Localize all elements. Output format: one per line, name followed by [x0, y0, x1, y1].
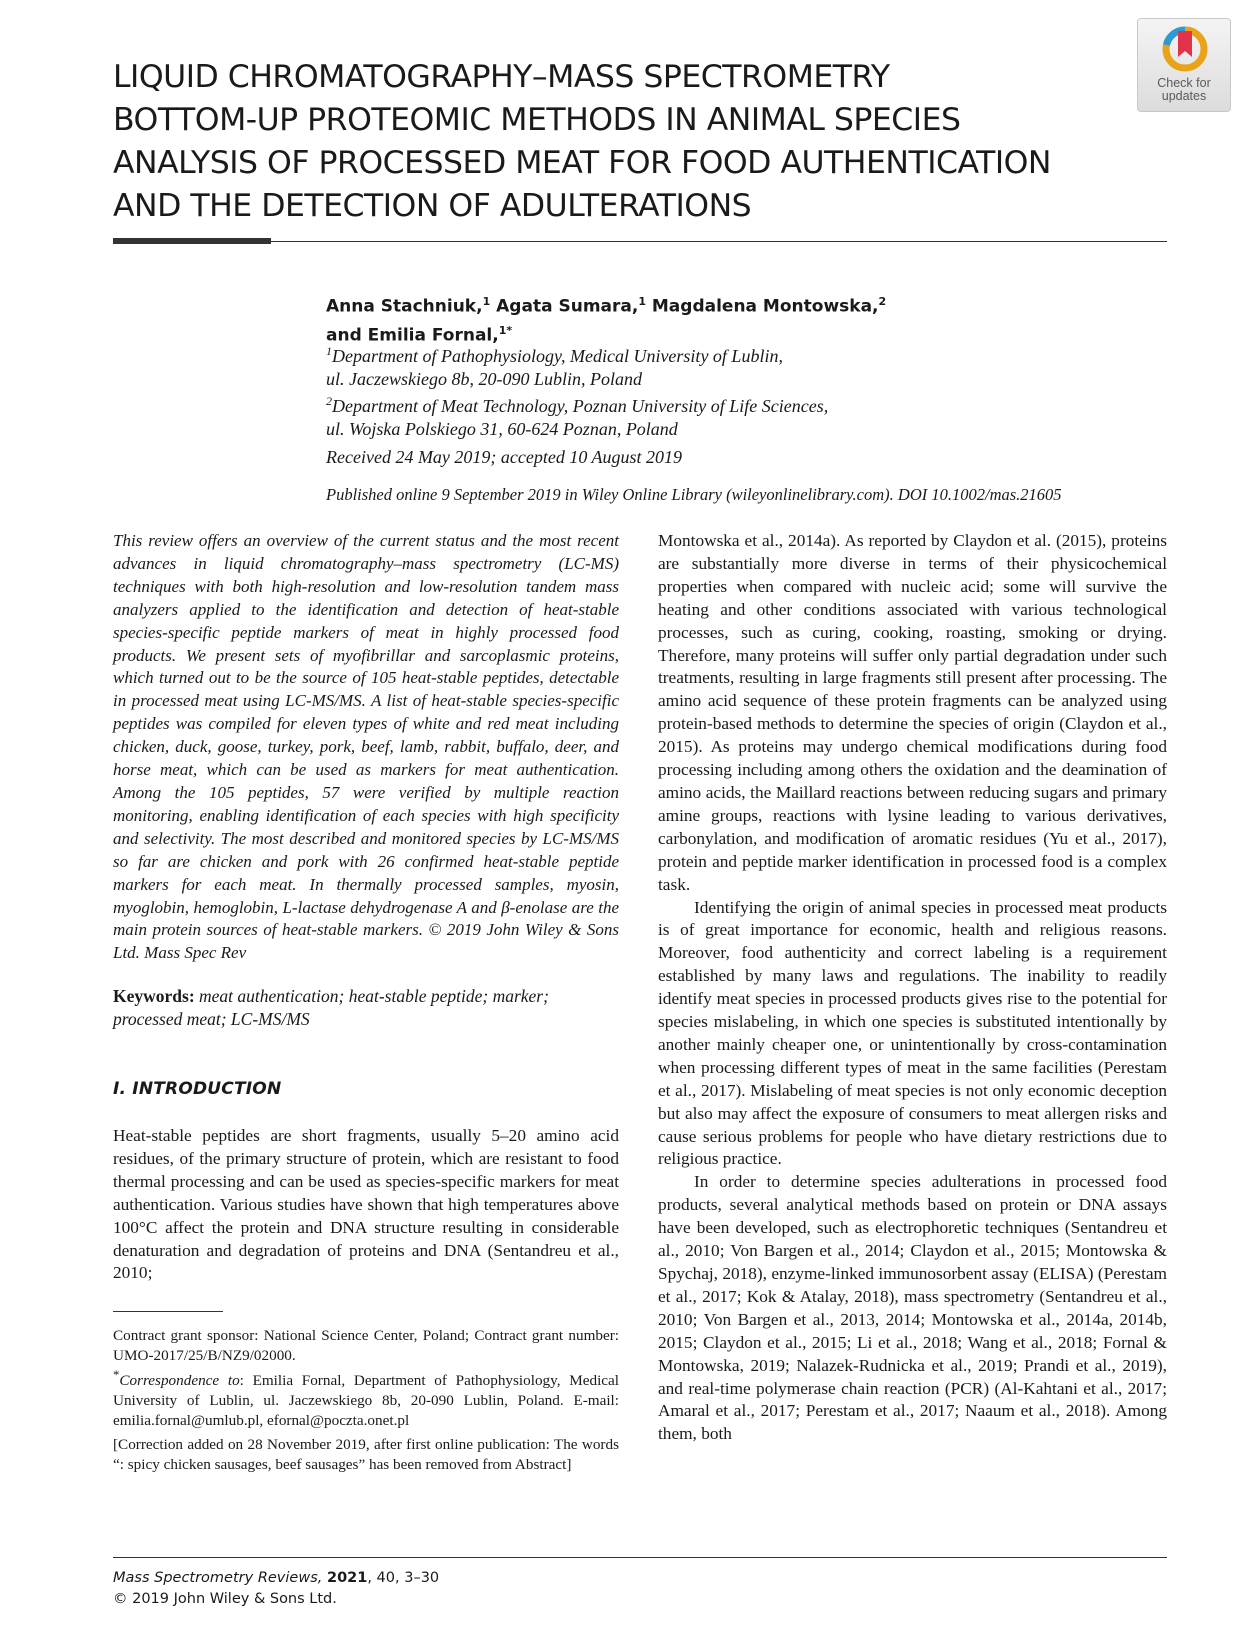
title-rule: [113, 241, 1167, 242]
page-footer: [113, 1568, 439, 1610]
author-4-affil: 1: [498, 323, 507, 337]
body-paragraph-1: Montowska et al., 2014a). As reported by Claydon et al. (2015), proteins are substantially more diverse in terms of their physicochemical properties when compared with nucleic acid; some will survive the heating and other conditions associated with various technological processes, such as curing, cooking, roasting, smoking or drying. Therefore, many proteins will suffer only partial degradation under such treatments, resulting in large fragments still present after processing. The amino acid sequence of these protein fragments can be analyzed using protein-based methods to determine the species of origin (Claydon et al., 2015). As proteins may undergo chemical modifications during food processing including among others the oxidation and the deamination of amino acids, the Maillard reactions between reducing sugars and primary amine groups, reactions with lysine leading to various derivatives, carbonylation, and modification of aromatic residues (Yu et al., 2017), protein and peptide marker identification in processed food is a complex task.: [658, 531, 1167, 894]
body-paragraph-3: In order to determine species adulterations in processed food products, several analytical methods based on protein or DNA assays have been developed, such as electrophoretic techniques (Sentandreu et al., 2010; Von Bargen et al., 2014; Claydon et al., 2015; Montowska & Spychaj, 2018), enzyme-linked immunosorbent assay (ELISA) (Perestam et al., 2017; Kok & Atalay, 2018), mass spectrometry (Sentandreu et al., 2010; Von Bargen et al., 2013, 2014; Montowska et al., 2014a, 2014b, 2015; Claydon et al., 2015; Li et al., 2018; Wang et al., 2018; Fornal & Montowska, 2019; Nalazek-Rudnicka et al., 2019; Prandi et al., 2019), and real-time polymerase chain reaction (PCR) (Al-Kahtani et al., 2017; Amaral et al., 2017; Perestam et al., 2017; Naaum et al., 2018). Among them, both: [658, 1172, 1167, 1444]
left-column: [113, 530, 619, 1475]
right-column: [658, 530, 1167, 1446]
footer-volume: , 40, 3–30: [367, 1570, 440, 1586]
affil-2-sup: 2: [326, 394, 332, 408]
affil-1-sup: 1: [326, 344, 332, 358]
article-title: [113, 56, 1193, 228]
keywords-text: meat authentication; heat-stable peptide; marker; processed meat; LC-MS/MS: [113, 986, 549, 1030]
title-rule-accent: [113, 238, 271, 244]
footnote-corr-text: : Emilia Fornal, Department of Pathophysiology, Medical University of Lublin, ul. Jaczewskiego 8b, 20-090 Lublin, Poland. E-mail: emilia.fornal@umlub.pl, efornal@poczta.onet.pl: [113, 1372, 620, 1429]
badge-line-2: updates: [1161, 89, 1207, 103]
author-1-affil: 1: [482, 295, 491, 308]
title-line-1: LIQUID CHROMATOGRAPHY–MASS SPECTROMETRY: [113, 59, 890, 95]
footer-copyright: © 2019 John Wiley & Sons Ltd.: [113, 1591, 337, 1607]
title-line-3: ANALYSIS OF PROCESSED MEAT FOR FOOD AUTHENTICATION: [113, 145, 1051, 181]
author-list: [326, 290, 1186, 347]
author-3: Magdalena Montowska,: [645, 296, 879, 317]
author-3-affil: 2: [878, 295, 887, 308]
intro-paragraph: Heat-stable peptides are short fragments, usually 5–20 amino acid residues, of the primary structure of protein, which are resistant to food thermal processing and can be used as species-specific markers for meat authentication. Various studies have shown that high temperatures above 100°C affect the protein and DNA structure resulting in considerable denaturation and degradation of proteins and DNA (Sentandreu et al., 2010;: [113, 1126, 619, 1283]
section-heading: I. INTRODUCTION: [113, 1079, 282, 1100]
footer-year: 2021: [326, 1570, 368, 1586]
affil-1-line-2: ul. Jaczewskiego 8b, 20-090 Lublin, Poland: [326, 368, 642, 389]
author-1: Anna Stachniuk,: [326, 296, 483, 317]
keywords: [113, 985, 619, 1031]
footer-rule: [113, 1557, 1167, 1558]
published-info: Published online 9 September 2019 in Wiley Online Library (wileyonlinelibrary.com). DOI 10.1002/mas.21605: [326, 485, 1062, 504]
author-4: and Emilia Fornal,: [326, 325, 499, 346]
title-line-2: BOTTOM-UP PROTEOMIC METHODS IN ANIMAL SPECIES: [113, 102, 961, 138]
footer-journal: Mass Spectrometry Reviews,: [113, 1570, 323, 1586]
affil-2-line-2: ul. Wojska Polskiego 31, 60-624 Poznan, Poland: [326, 418, 678, 439]
affiliations: [326, 340, 1186, 440]
badge-line-1: Check for: [1157, 76, 1211, 90]
title-line-4: AND THE DETECTION OF ADULTERATIONS: [113, 188, 752, 224]
affil-1-line-1: Department of Pathophysiology, Medical University of Lublin,: [332, 346, 783, 366]
received-dates: Received 24 May 2019; accepted 10 August 2019: [326, 447, 683, 467]
author-2: Agata Sumara,: [490, 296, 639, 317]
abstract: This review offers an overview of the current status and the most recent advances in liquid chromatography–mass spectrometry (LC-MS) techniques with both high-resolution and low-resolution tandem mass analyzers applied to the identification and detection of heat-stable species-specific peptide markers of meat in highly processed food products. We present sets of myofibrillar and sarcoplasmic proteins, which turned out to be the source of 105 heat-stable peptides, detectable in processed meat using LC-MS/MS. A list of heat-stable species-specific peptides was compiled for eleven types of white and red meat including chicken, duck, goose, turkey, pork, beef, lamb, rabbit, buffalo, deer, and horse meat, which can be used as markers for meat authentication. Among the 105 peptides, 57 were verified by multiple reaction monitoring, enabling identification of each species with high specificity and selectivity. The most described and monitored species by LC-MS/MS so far are chicken and pork with 26 confirmed heat-stable peptide markers for each meat. In thermally processed samples, myosin, myoglobin, hemoglobin, L-lactase dehydrogenase A and β-enolase are the main protein sources of heat-stable markers. © 2019 John Wiley & Sons Ltd. Mass Spec Rev: [113, 531, 619, 963]
footnote-corr-mark: *: [113, 1367, 120, 1382]
corresponding-mark: *: [506, 323, 513, 337]
footnote-correction: [Correction added on 28 November 2019, after first online publication: The words “: spicy chicken sausages, beef sausages” has been removed from Abstract]: [113, 1436, 619, 1474]
footnote-rule: [113, 1311, 223, 1312]
author-2-affil: 1: [638, 295, 646, 308]
footnote-grant: Contract grant sponsor: National Science Center, Poland; Contract grant number: UMO-2017/25/B/NZ9/02000.: [113, 1327, 619, 1365]
footnote-corr-label: Correspondence to: [119, 1372, 240, 1390]
body-paragraph-2: Identifying the origin of animal species in processed meat products is of great importance for economic, health and religious reasons. Moreover, food authenticity and correct labeling is a requirement established by many laws and regulations. The inability to readily identify meat species in processed products gives rise to the potential for species mislabeling, in which one species is substituted intentionally by another mainly cheaper one, or unintentionally by cross-contamination when processing different types of meat in the same facilities (Perestam et al., 2017). Mislabeling of meat species is not only economic deception but also may affect the exposure of consumers to meat allergen risks and cause serious problems for people who have dietary restrictions due to religious practice.: [658, 897, 1167, 1169]
footnote-correspondence: [113, 1366, 619, 1430]
keywords-label: Keywords:: [113, 986, 195, 1007]
affil-2-line-1: Department of Meat Technology, Poznan University of Life Sciences,: [332, 396, 829, 416]
